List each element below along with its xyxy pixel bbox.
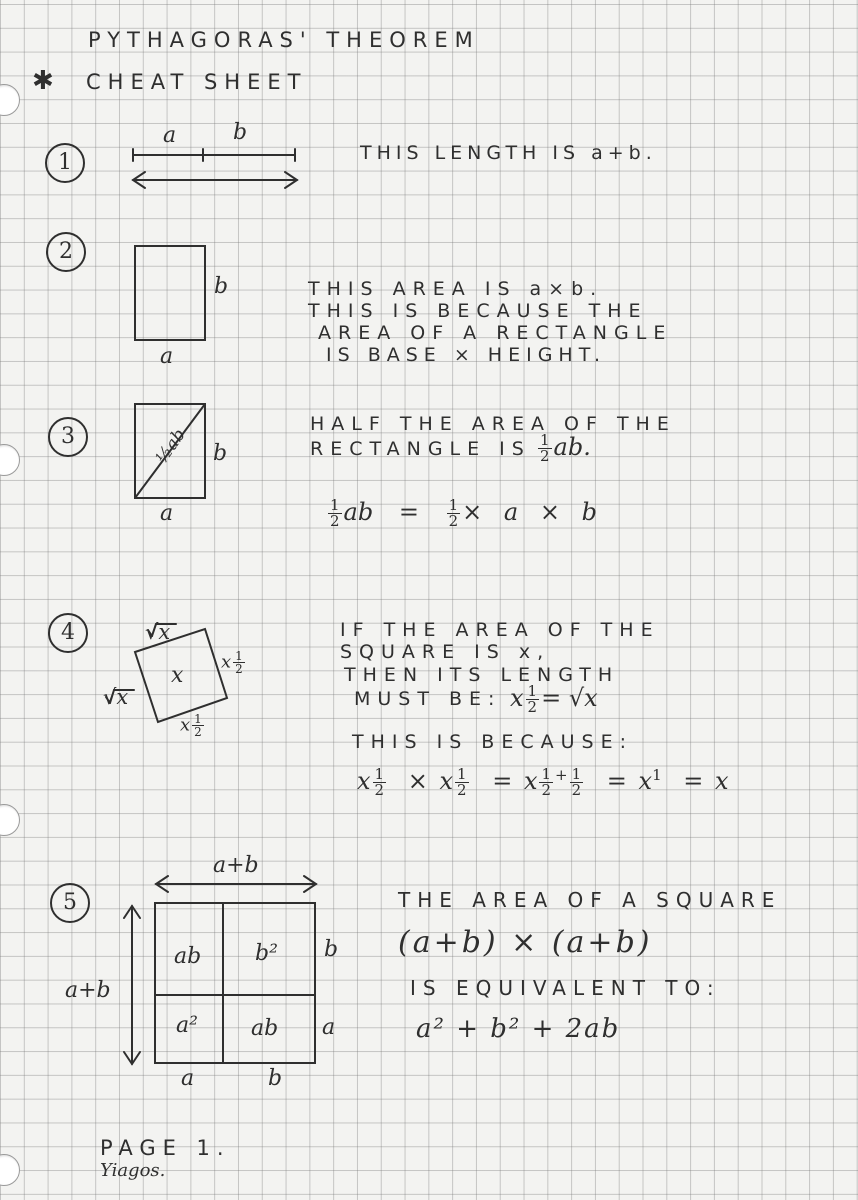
right-label: a xyxy=(322,1015,336,1040)
section-3-line: RECTANGLE IS xyxy=(310,438,531,460)
section-5-line: a² + b² + 2ab xyxy=(416,1014,621,1044)
bottom-label: a xyxy=(181,1066,195,1091)
section-number: 2 xyxy=(59,239,73,264)
exponent-equation: x $\frac{1}{2}$ × x $\frac{1}{2}$ = x $\frac{1}{2}$ + $\frac{1}{2}$ = $x^1 = x$ xyxy=(357,765,729,799)
bottom-label: b xyxy=(268,1066,283,1091)
section-5-line: THE AREA OF A SQUARE xyxy=(398,888,782,912)
section-number: 3 xyxy=(61,424,75,449)
section-1-text: THIS LENGTH IS a+b. xyxy=(360,142,657,164)
section-2-line: THIS IS BECAUSE THE xyxy=(308,300,648,322)
right-label: b xyxy=(324,937,339,962)
section-5-line: IS EQUIVALENT TO: xyxy=(410,976,721,1000)
page-number: PAGE 1. xyxy=(100,1136,231,1160)
because-label: THIS IS BECAUSE: xyxy=(352,731,633,753)
grid-cell: a² xyxy=(176,1013,198,1038)
section-number: 5 xyxy=(63,890,77,915)
top-label: a+b xyxy=(213,853,259,878)
label-b: b xyxy=(213,441,228,466)
side-label: a+b xyxy=(65,978,111,1003)
grid-cell: b² xyxy=(255,941,278,966)
big-square xyxy=(155,903,315,1063)
section-5-line: (a+b) × (a+b) xyxy=(398,925,653,960)
right-label: x $\frac{1}{2}$ xyxy=(221,649,243,676)
section-4-line: THEN ITS LENGTH xyxy=(344,664,620,686)
must-be-value: x $\frac{1}{2}$ = √x xyxy=(510,682,598,716)
signature: Yiagos. xyxy=(100,1160,166,1181)
label-b: b xyxy=(233,120,248,145)
section-4-line: SQUARE IS x, xyxy=(340,641,551,663)
label-a: a xyxy=(160,501,174,526)
label-a: a xyxy=(160,344,174,369)
section-4-line: MUST BE: xyxy=(354,688,502,710)
section-2-line: AREA OF A RECTANGLE xyxy=(318,322,673,344)
star-icon: ✱ xyxy=(32,66,54,96)
bottom-label: x $\frac{1}{2}$ xyxy=(180,712,202,739)
section-number: 4 xyxy=(61,620,75,645)
section-4-line: IF THE AREA OF THE xyxy=(340,619,660,641)
left-label: √x xyxy=(103,685,129,709)
section-number: 1 xyxy=(58,150,72,175)
grid-cell: ab xyxy=(174,944,202,969)
inline-half-ab: $\frac{1}{2}$ ab. xyxy=(540,431,591,465)
section-2-line: THIS AREA IS a×b. xyxy=(308,278,604,300)
top-label: √x xyxy=(145,620,171,644)
label-b: b xyxy=(214,274,229,299)
section-3-line: HALF THE AREA OF THE xyxy=(310,413,676,435)
label-a: a xyxy=(163,123,177,148)
rectangle-shape xyxy=(135,246,205,340)
center-label: x xyxy=(171,663,184,688)
diagonal-label: ½ab xyxy=(152,425,190,468)
half-ab-equation: $\frac{1}{2}$ ab = $\frac{1}{2}$ × a × b xyxy=(330,496,597,530)
section-2-line: IS BASE × HEIGHT. xyxy=(326,344,607,366)
page-subtitle: CHEAT SHEET xyxy=(86,70,308,94)
page-title: PYTHAGORAS' THEOREM xyxy=(88,28,480,52)
grid-cell: ab xyxy=(251,1016,279,1041)
